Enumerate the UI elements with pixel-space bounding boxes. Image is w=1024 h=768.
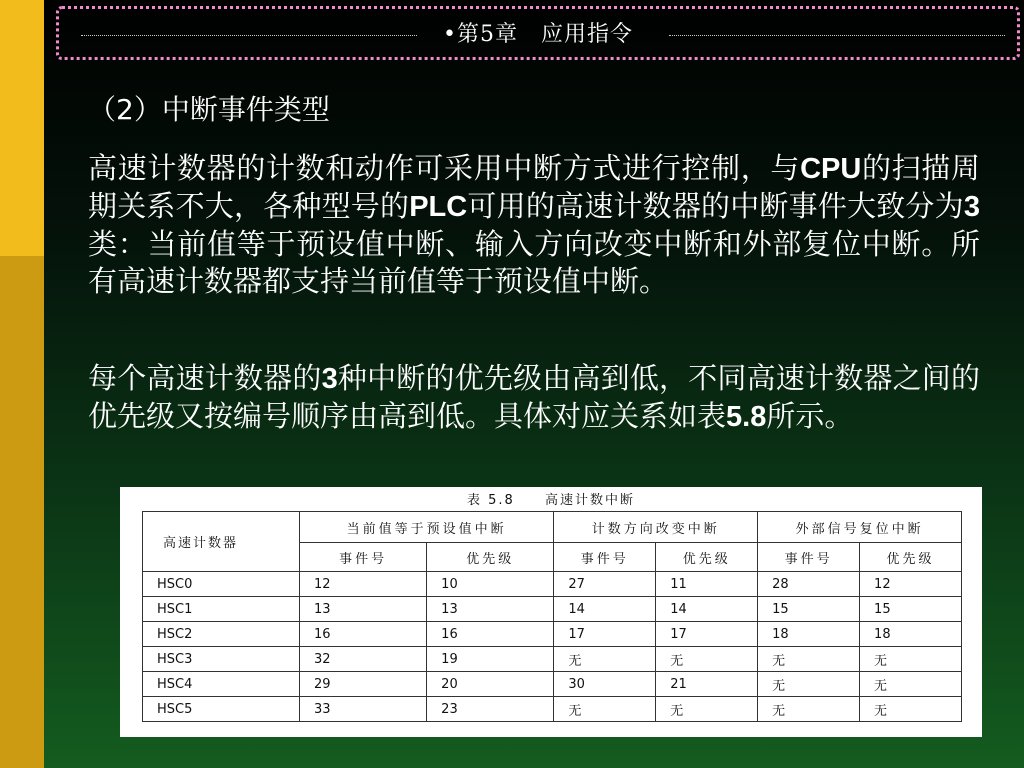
- table-cell: 18: [758, 622, 860, 647]
- table-cell: 无: [554, 697, 656, 722]
- bold-term: CPU: [800, 153, 862, 185]
- table-caption-title: 高速计数中断: [544, 493, 635, 508]
- table-cell: 19: [427, 647, 554, 672]
- table-cell: 13: [300, 597, 427, 622]
- table-cell: 无: [758, 697, 860, 722]
- table-cell: 16: [427, 622, 554, 647]
- counter-name-cell: HSC4: [143, 672, 300, 697]
- table-body: [143, 572, 962, 722]
- bold-term: 3: [321, 363, 338, 395]
- table-cell: 15: [860, 597, 962, 622]
- left-accent-strip: [0, 0, 44, 768]
- sub-header: 事件号: [554, 543, 656, 572]
- sub-header: 优先级: [656, 543, 758, 572]
- sub-header: 优先级: [860, 543, 962, 572]
- bold-term: 3: [963, 191, 980, 223]
- text-segment: 可用的高速计数器的中断事件大致分为: [467, 189, 964, 223]
- text-segment: 每个高速计数器的: [88, 361, 322, 395]
- table-cell: 无: [554, 647, 656, 672]
- sub-header: 优先级: [427, 543, 554, 572]
- paragraph-priority: [88, 360, 980, 436]
- table-cell: 12: [300, 572, 427, 597]
- chapter-title: •第5章 应用指令: [443, 22, 633, 47]
- group-header-preset: 当前值等于预设值中断: [300, 512, 554, 543]
- bold-term: 5.8: [726, 401, 767, 433]
- table-cell: 14: [554, 597, 656, 622]
- text-segment: 种中断的优先级由高到低，不同高速计数器之间的优先级又按编号顺序由高到低。具体对应关系如表: [88, 361, 980, 433]
- table-cell: 17: [656, 622, 758, 647]
- table-cell: 21: [656, 672, 758, 697]
- slide-header: [56, 6, 1020, 60]
- table-caption: [120, 489, 982, 508]
- table-cell: 13: [427, 597, 554, 622]
- table-row: [143, 572, 962, 597]
- table-row: [143, 647, 962, 672]
- table-cell: 无: [860, 647, 962, 672]
- table-row: [143, 597, 962, 622]
- interrupt-table-figure: [120, 487, 982, 737]
- counter-name-cell: HSC5: [143, 697, 300, 722]
- table-cell: 无: [758, 672, 860, 697]
- table-cell: 无: [860, 672, 962, 697]
- table-cell: 18: [860, 622, 962, 647]
- table-cell: 10: [427, 572, 554, 597]
- counter-name-cell: HSC0: [143, 572, 300, 597]
- table-row: [143, 697, 962, 722]
- table-cell: 28: [758, 572, 860, 597]
- text-segment: 所示。: [766, 399, 854, 433]
- text-segment: 类：当前值等于预设值中断、输入方向改变中断和外部复位中断。所有高速计数器都支持当前值等于预设值中断。: [88, 227, 980, 298]
- table-cell: 无: [758, 647, 860, 672]
- table-cell: 20: [427, 672, 554, 697]
- table-corner-header: 高速计数器: [143, 512, 300, 572]
- table-cell: 15: [758, 597, 860, 622]
- table-cell: 无: [860, 697, 962, 722]
- table-cell: 32: [300, 647, 427, 672]
- table-cell: 33: [300, 697, 427, 722]
- table-cell: 11: [656, 572, 758, 597]
- table-cell: 27: [554, 572, 656, 597]
- table-cell: 29: [300, 672, 427, 697]
- section-subtitle: （2）中断事件类型: [88, 93, 330, 126]
- table-row: [143, 622, 962, 647]
- accent-strip-upper: [0, 0, 44, 256]
- text-segment: 高速计数器的计数和动作可采用中断方式进行控制，与: [88, 151, 801, 185]
- counter-name-cell: HSC3: [143, 647, 300, 672]
- table-caption-number: 表 5.8: [467, 493, 515, 508]
- table-cell: 16: [300, 622, 427, 647]
- group-header-direction: 计数方向改变中断: [554, 512, 758, 543]
- table-row: [143, 672, 962, 697]
- sub-header: 事件号: [300, 543, 427, 572]
- group-header-reset: 外部信号复位中断: [758, 512, 962, 543]
- bold-term: PLC: [409, 191, 468, 223]
- table-cell: 14: [656, 597, 758, 622]
- counter-name-cell: HSC2: [143, 622, 300, 647]
- table-cell: 17: [554, 622, 656, 647]
- text-segment: 的扫描周期关系不大，各种型号的: [88, 151, 980, 223]
- table-cell: 12: [860, 572, 962, 597]
- table-cell: 无: [656, 697, 758, 722]
- accent-strip-lower: [0, 256, 44, 768]
- table-cell: 23: [427, 697, 554, 722]
- table-cell: 30: [554, 672, 656, 697]
- table-cell: 无: [656, 647, 758, 672]
- counter-name-cell: HSC1: [143, 597, 300, 622]
- sub-header: 事件号: [758, 543, 860, 572]
- paragraph-interrupt-types: [88, 150, 980, 300]
- hsc-interrupt-table: [142, 511, 962, 722]
